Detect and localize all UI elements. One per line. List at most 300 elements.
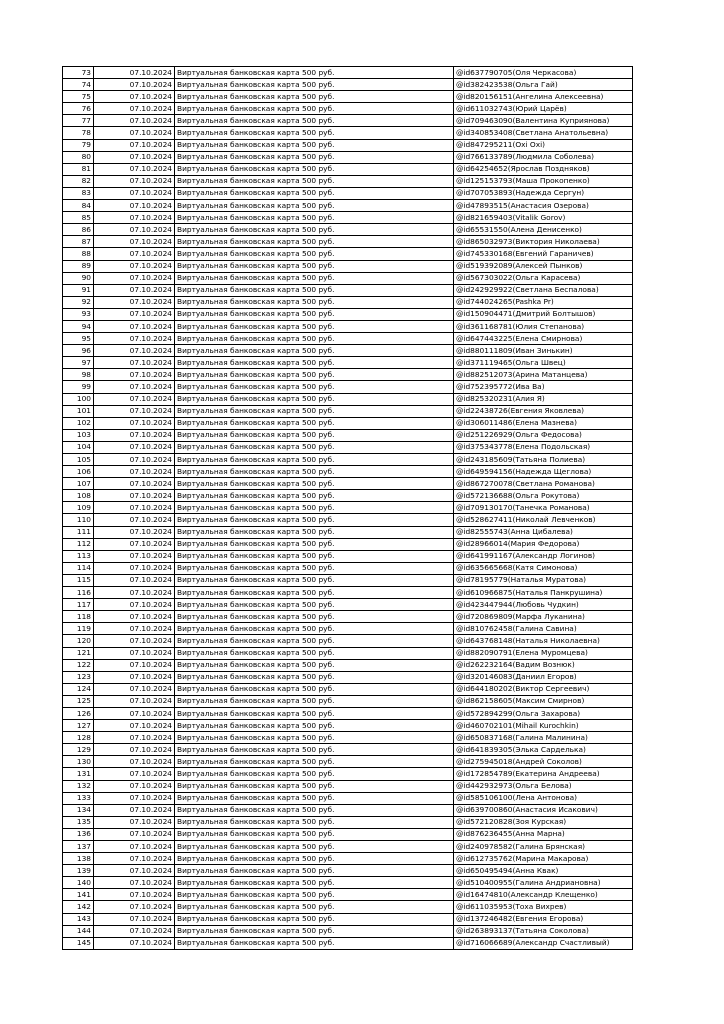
prize-cell: Виртуальная банковская карта 500 руб. [175, 393, 454, 405]
table-row [63, 393, 633, 405]
table-row [63, 139, 633, 151]
user-cell: @id528627411(Николай Левченков) [454, 514, 633, 526]
row-number-cell: 117 [63, 599, 94, 611]
table-row [63, 768, 633, 780]
prize-cell: Виртуальная банковская карта 500 руб. [175, 272, 454, 284]
user-cell: @id519392089(Алексей Пынков) [454, 260, 633, 272]
user-cell: @id641839305(Элька Сарделька) [454, 744, 633, 756]
prize-cell: Виртуальная банковская карта 500 руб. [175, 175, 454, 187]
table-row [63, 913, 633, 925]
user-cell: @id709130170(Танечка Романова) [454, 502, 633, 514]
table-row [63, 526, 633, 538]
table-row [63, 127, 633, 139]
user-cell: @id612735762(Марина Макарова) [454, 853, 633, 865]
row-number-cell: 140 [63, 877, 94, 889]
table-row [63, 248, 633, 260]
date-cell: 07.10.2024 [94, 296, 175, 308]
row-number-cell: 105 [63, 454, 94, 466]
date-cell: 07.10.2024 [94, 828, 175, 840]
table-row [63, 175, 633, 187]
prize-cell: Виртуальная банковская карта 500 руб. [175, 490, 454, 502]
date-cell: 07.10.2024 [94, 599, 175, 611]
date-cell: 07.10.2024 [94, 671, 175, 683]
date-cell: 07.10.2024 [94, 913, 175, 925]
date-cell: 07.10.2024 [94, 200, 175, 212]
prize-cell: Виртуальная банковская карта 500 руб. [175, 732, 454, 744]
table-row [63, 707, 633, 719]
row-number-cell: 126 [63, 707, 94, 719]
date-cell: 07.10.2024 [94, 623, 175, 635]
date-cell: 07.10.2024 [94, 357, 175, 369]
user-cell: @id820156151(Ангелина Алексеевна) [454, 91, 633, 103]
user-cell: @id745330168(Евгений Гараничев) [454, 248, 633, 260]
user-cell: @id810762458(Галина Савина) [454, 623, 633, 635]
table-row [63, 695, 633, 707]
table-row [63, 877, 633, 889]
date-cell: 07.10.2024 [94, 792, 175, 804]
table-row [63, 599, 633, 611]
user-cell: @id137246482(Евгения Егорова) [454, 913, 633, 925]
row-number-cell: 86 [63, 224, 94, 236]
table-row [63, 611, 633, 623]
row-number-cell: 76 [63, 103, 94, 115]
user-cell: @id442932973(Ольга Белова) [454, 780, 633, 792]
row-number-cell: 89 [63, 260, 94, 272]
prize-cell: Виртуальная банковская карта 500 руб. [175, 816, 454, 828]
prize-cell: Виртуальная банковская карта 500 руб. [175, 369, 454, 381]
table-row [63, 671, 633, 683]
table-row [63, 345, 633, 357]
user-cell: @id882512073(Арина Матанцева) [454, 369, 633, 381]
prize-cell: Виртуальная банковская карта 500 руб. [175, 792, 454, 804]
user-cell: @id172854789(Екатерина Андреева) [454, 768, 633, 780]
table-row [63, 683, 633, 695]
row-number-cell: 81 [63, 163, 94, 175]
date-cell: 07.10.2024 [94, 454, 175, 466]
user-cell: @id263893137(Татьяна Соколова) [454, 925, 633, 937]
date-cell: 07.10.2024 [94, 937, 175, 949]
prize-cell: Виртуальная банковская карта 500 руб. [175, 550, 454, 562]
prize-cell: Виртуальная банковская карта 500 руб. [175, 466, 454, 478]
date-cell: 07.10.2024 [94, 466, 175, 478]
table-row [63, 369, 633, 381]
prize-cell: Виртуальная банковская карта 500 руб. [175, 308, 454, 320]
row-number-cell: 116 [63, 587, 94, 599]
row-number-cell: 91 [63, 284, 94, 296]
table-row [63, 441, 633, 453]
table-row [63, 901, 633, 913]
date-cell: 07.10.2024 [94, 538, 175, 550]
table-row [63, 67, 633, 79]
prize-cell: Виртуальная банковская карта 500 руб. [175, 79, 454, 91]
user-cell: @id242929922(Светлана Беспалова) [454, 284, 633, 296]
row-number-cell: 123 [63, 671, 94, 683]
date-cell: 07.10.2024 [94, 308, 175, 320]
prize-cell: Виртуальная банковская карта 500 руб. [175, 502, 454, 514]
row-number-cell: 90 [63, 272, 94, 284]
table-row [63, 91, 633, 103]
row-number-cell: 135 [63, 816, 94, 828]
user-cell: @id867270078(Светлана Романова) [454, 478, 633, 490]
prize-cell: Виртуальная банковская карта 500 руб. [175, 865, 454, 877]
prize-cell: Виртуальная банковская карта 500 руб. [175, 67, 454, 79]
row-number-cell: 100 [63, 393, 94, 405]
table-row [63, 550, 633, 562]
table-row [63, 163, 633, 175]
user-cell: @id510400955(Галина Андриановна) [454, 877, 633, 889]
row-number-cell: 92 [63, 296, 94, 308]
date-cell: 07.10.2024 [94, 91, 175, 103]
date-cell: 07.10.2024 [94, 441, 175, 453]
date-cell: 07.10.2024 [94, 381, 175, 393]
user-cell: @id707053893(Надежда Сергун) [454, 187, 633, 199]
date-cell: 07.10.2024 [94, 683, 175, 695]
date-cell: 07.10.2024 [94, 224, 175, 236]
prize-cell: Виртуальная банковская карта 500 руб. [175, 538, 454, 550]
table-row [63, 490, 633, 502]
row-number-cell: 80 [63, 151, 94, 163]
prize-cell: Виртуальная банковская карта 500 руб. [175, 720, 454, 732]
table-row [63, 320, 633, 332]
row-number-cell: 115 [63, 574, 94, 586]
prize-cell: Виртуальная банковская карта 500 руб. [175, 284, 454, 296]
date-cell: 07.10.2024 [94, 393, 175, 405]
user-cell: @id423447944(Любовь Чудкин) [454, 599, 633, 611]
prize-cell: Виртуальная банковская карта 500 руб. [175, 91, 454, 103]
date-cell: 07.10.2024 [94, 720, 175, 732]
prize-cell: Виртуальная банковская карта 500 руб. [175, 163, 454, 175]
table-row [63, 925, 633, 937]
table-row [63, 333, 633, 345]
row-number-cell: 113 [63, 550, 94, 562]
row-number-cell: 104 [63, 441, 94, 453]
user-cell: @id876236455(Анна Марна) [454, 828, 633, 840]
date-cell: 07.10.2024 [94, 490, 175, 502]
user-cell: @id882090791(Елена Муромцева) [454, 647, 633, 659]
prize-cell: Виртуальная банковская карта 500 руб. [175, 841, 454, 853]
user-cell: @id865032973(Виктория Николаева) [454, 236, 633, 248]
prize-cell: Виртуальная банковская карта 500 руб. [175, 333, 454, 345]
prize-cell: Виртуальная банковская карта 500 руб. [175, 901, 454, 913]
user-cell: @id611032743(Юрий Царёв) [454, 103, 633, 115]
table-row [63, 115, 633, 127]
table-row [63, 212, 633, 224]
table-body [63, 67, 633, 950]
row-number-cell: 143 [63, 913, 94, 925]
row-number-cell: 102 [63, 417, 94, 429]
user-cell: @id752395772(Ива Ва) [454, 381, 633, 393]
row-number-cell: 133 [63, 792, 94, 804]
row-number-cell: 114 [63, 562, 94, 574]
date-cell: 07.10.2024 [94, 127, 175, 139]
user-cell: @id650837168(Галина Малинина) [454, 732, 633, 744]
date-cell: 07.10.2024 [94, 574, 175, 586]
prize-cell: Виртуальная банковская карта 500 руб. [175, 937, 454, 949]
date-cell: 07.10.2024 [94, 707, 175, 719]
row-number-cell: 73 [63, 67, 94, 79]
date-cell: 07.10.2024 [94, 514, 175, 526]
user-cell: @id585106100(Лена Антонова) [454, 792, 633, 804]
date-cell: 07.10.2024 [94, 732, 175, 744]
row-number-cell: 121 [63, 647, 94, 659]
row-number-cell: 144 [63, 925, 94, 937]
user-cell: @id611035953(Тоха Вихрев) [454, 901, 633, 913]
prize-cell: Виртуальная банковская карта 500 руб. [175, 115, 454, 127]
prize-cell: Виртуальная банковская карта 500 руб. [175, 514, 454, 526]
prize-cell: Виртуальная банковская карта 500 руб. [175, 405, 454, 417]
user-cell: @id125153793(Маша Прокопенко) [454, 175, 633, 187]
row-number-cell: 107 [63, 478, 94, 490]
date-cell: 07.10.2024 [94, 103, 175, 115]
user-cell: @id649594156(Надежда Щеглова) [454, 466, 633, 478]
user-cell: @id744024265(Pashka Pr) [454, 296, 633, 308]
table-row [63, 236, 633, 248]
date-cell: 07.10.2024 [94, 659, 175, 671]
table-row [63, 514, 633, 526]
date-cell: 07.10.2024 [94, 865, 175, 877]
prize-cell: Виртуальная банковская карта 500 руб. [175, 768, 454, 780]
prize-cell: Виртуальная банковская карта 500 руб. [175, 853, 454, 865]
user-cell: @id821659403(Vitalik Gorov) [454, 212, 633, 224]
user-cell: @id647443225(Елена Смирнова) [454, 333, 633, 345]
table-row [63, 502, 633, 514]
prize-cell: Виртуальная банковская карта 500 руб. [175, 248, 454, 260]
prize-cell: Виртуальная банковская карта 500 руб. [175, 635, 454, 647]
prize-cell: Виртуальная банковская карта 500 руб. [175, 441, 454, 453]
row-number-cell: 124 [63, 683, 94, 695]
row-number-cell: 84 [63, 200, 94, 212]
user-cell: @id262232164(Вадим Вознюк) [454, 659, 633, 671]
prize-cell: Виртуальная банковская карта 500 руб. [175, 526, 454, 538]
table-row [63, 828, 633, 840]
table-row [63, 200, 633, 212]
prize-cell: Виртуальная банковская карта 500 руб. [175, 236, 454, 248]
row-number-cell: 139 [63, 865, 94, 877]
prize-cell: Виртуальная банковская карта 500 руб. [175, 804, 454, 816]
prize-cell: Виртуальная банковская карта 500 руб. [175, 659, 454, 671]
prize-cell: Виртуальная банковская карта 500 руб. [175, 187, 454, 199]
row-number-cell: 122 [63, 659, 94, 671]
row-number-cell: 112 [63, 538, 94, 550]
prize-cell: Виртуальная банковская карта 500 руб. [175, 913, 454, 925]
user-cell: @id637790705(Оля Черкасова) [454, 67, 633, 79]
table-row [63, 804, 633, 816]
date-cell: 07.10.2024 [94, 502, 175, 514]
date-cell: 07.10.2024 [94, 768, 175, 780]
prize-cell: Виртуальная банковская карта 500 руб. [175, 139, 454, 151]
table-row [63, 272, 633, 284]
row-number-cell: 130 [63, 756, 94, 768]
row-number-cell: 87 [63, 236, 94, 248]
prize-cell: Виртуальная банковская карта 500 руб. [175, 103, 454, 115]
table-row [63, 466, 633, 478]
user-cell: @id243185609(Татьяна Полиева) [454, 454, 633, 466]
date-cell: 07.10.2024 [94, 841, 175, 853]
user-cell: @id150904471(Дмитрий Болтышов) [454, 308, 633, 320]
row-number-cell: 95 [63, 333, 94, 345]
date-cell: 07.10.2024 [94, 562, 175, 574]
table-row [63, 841, 633, 853]
date-cell: 07.10.2024 [94, 478, 175, 490]
date-cell: 07.10.2024 [94, 877, 175, 889]
date-cell: 07.10.2024 [94, 635, 175, 647]
date-cell: 07.10.2024 [94, 163, 175, 175]
user-cell: @id716066689(Александр Счастливый) [454, 937, 633, 949]
prize-cell: Виртуальная банковская карта 500 руб. [175, 478, 454, 490]
row-number-cell: 93 [63, 308, 94, 320]
date-cell: 07.10.2024 [94, 853, 175, 865]
prize-cell: Виртуальная банковская карта 500 руб. [175, 695, 454, 707]
table-row [63, 429, 633, 441]
date-cell: 07.10.2024 [94, 695, 175, 707]
prize-cell: Виртуальная банковская карта 500 руб. [175, 562, 454, 574]
user-cell: @id610966875(Наталья Панкрушина) [454, 587, 633, 599]
table-row [63, 417, 633, 429]
user-cell: @id28966014(Мария Федорова) [454, 538, 633, 550]
table-row [63, 224, 633, 236]
table-row [63, 816, 633, 828]
row-number-cell: 82 [63, 175, 94, 187]
date-cell: 07.10.2024 [94, 151, 175, 163]
row-number-cell: 103 [63, 429, 94, 441]
prize-cell: Виртуальная банковская карта 500 руб. [175, 707, 454, 719]
user-cell: @id460702101(Mihail Kurochkin) [454, 720, 633, 732]
date-cell: 07.10.2024 [94, 345, 175, 357]
prize-cell: Виртуальная банковская карта 500 руб. [175, 599, 454, 611]
table-row [63, 151, 633, 163]
user-cell: @id643768148(Наталья Николаевна) [454, 635, 633, 647]
date-cell: 07.10.2024 [94, 889, 175, 901]
user-cell: @id340853408(Светлана Анатольевна) [454, 127, 633, 139]
user-cell: @id22438726(Евгения Яковлева) [454, 405, 633, 417]
date-cell: 07.10.2024 [94, 417, 175, 429]
row-number-cell: 134 [63, 804, 94, 816]
user-cell: @id47893515(Анастасия Озерова) [454, 200, 633, 212]
user-cell: @id720869809(Марфа Луканина) [454, 611, 633, 623]
row-number-cell: 132 [63, 780, 94, 792]
prize-cell: Виртуальная банковская карта 500 руб. [175, 224, 454, 236]
date-cell: 07.10.2024 [94, 115, 175, 127]
prize-cell: Виртуальная банковская карта 500 руб. [175, 381, 454, 393]
date-cell: 07.10.2024 [94, 587, 175, 599]
user-cell: @id371119465(Ольга Швец) [454, 357, 633, 369]
date-cell: 07.10.2024 [94, 260, 175, 272]
prize-cell: Виртуальная банковская карта 500 руб. [175, 212, 454, 224]
date-cell: 07.10.2024 [94, 744, 175, 756]
prize-cell: Виртуальная банковская карта 500 руб. [175, 454, 454, 466]
row-number-cell: 88 [63, 248, 94, 260]
user-cell: @id275945018(Андрей Соколов) [454, 756, 633, 768]
row-number-cell: 108 [63, 490, 94, 502]
user-cell: @id65531550(Алена Денисенко) [454, 224, 633, 236]
date-cell: 07.10.2024 [94, 79, 175, 91]
user-cell: @id251226929(Ольга Федосова) [454, 429, 633, 441]
table-row [63, 284, 633, 296]
row-number-cell: 131 [63, 768, 94, 780]
user-cell: @id382423538(Ольга Гай) [454, 79, 633, 91]
date-cell: 07.10.2024 [94, 804, 175, 816]
date-cell: 07.10.2024 [94, 320, 175, 332]
date-cell: 07.10.2024 [94, 236, 175, 248]
user-cell: @id572894299(Ольга Захарова) [454, 707, 633, 719]
user-cell: @id644180202(Виктор Сергеевич) [454, 683, 633, 695]
row-number-cell: 97 [63, 357, 94, 369]
prize-cell: Виртуальная банковская карта 500 руб. [175, 429, 454, 441]
prize-cell: Виртуальная банковская карта 500 руб. [175, 877, 454, 889]
user-cell: @id862158605(Максим Смирнов) [454, 695, 633, 707]
table-row [63, 720, 633, 732]
row-number-cell: 118 [63, 611, 94, 623]
prize-cell: Виртуальная банковская карта 500 руб. [175, 200, 454, 212]
table-row [63, 187, 633, 199]
date-cell: 07.10.2024 [94, 611, 175, 623]
date-cell: 07.10.2024 [94, 369, 175, 381]
prize-cell: Виртуальная банковская карта 500 руб. [175, 345, 454, 357]
date-cell: 07.10.2024 [94, 647, 175, 659]
table-row [63, 296, 633, 308]
row-number-cell: 96 [63, 345, 94, 357]
row-number-cell: 85 [63, 212, 94, 224]
prize-cell: Виртуальная банковская карта 500 руб. [175, 127, 454, 139]
row-number-cell: 111 [63, 526, 94, 538]
date-cell: 07.10.2024 [94, 67, 175, 79]
table-row [63, 792, 633, 804]
row-number-cell: 99 [63, 381, 94, 393]
table-row [63, 744, 633, 756]
date-cell: 07.10.2024 [94, 272, 175, 284]
date-cell: 07.10.2024 [94, 212, 175, 224]
row-number-cell: 110 [63, 514, 94, 526]
user-cell: @id641991167(Александр Логинов) [454, 550, 633, 562]
row-number-cell: 127 [63, 720, 94, 732]
table-row [63, 587, 633, 599]
table-row [63, 454, 633, 466]
row-number-cell: 98 [63, 369, 94, 381]
row-number-cell: 83 [63, 187, 94, 199]
user-cell: @id825320231(Алия Я) [454, 393, 633, 405]
prize-cell: Виртуальная банковская карта 500 руб. [175, 357, 454, 369]
date-cell: 07.10.2024 [94, 187, 175, 199]
date-cell: 07.10.2024 [94, 175, 175, 187]
table-row [63, 405, 633, 417]
row-number-cell: 145 [63, 937, 94, 949]
date-cell: 07.10.2024 [94, 526, 175, 538]
user-cell: @id78195779(Наталья Муратова) [454, 574, 633, 586]
table-row [63, 780, 633, 792]
date-cell: 07.10.2024 [94, 816, 175, 828]
table-row [63, 865, 633, 877]
date-cell: 07.10.2024 [94, 139, 175, 151]
user-cell: @id650495494(Анна Квак) [454, 865, 633, 877]
user-cell: @id572136688(Ольга Рокутова) [454, 490, 633, 502]
date-cell: 07.10.2024 [94, 333, 175, 345]
row-number-cell: 137 [63, 841, 94, 853]
row-number-cell: 120 [63, 635, 94, 647]
row-number-cell: 74 [63, 79, 94, 91]
table-row [63, 79, 633, 91]
prize-cell: Виртуальная банковская карта 500 руб. [175, 151, 454, 163]
table-row [63, 659, 633, 671]
prize-cell: Виртуальная банковская карта 500 руб. [175, 889, 454, 901]
prize-cell: Виртуальная банковская карта 500 руб. [175, 574, 454, 586]
date-cell: 07.10.2024 [94, 756, 175, 768]
row-number-cell: 101 [63, 405, 94, 417]
table-row [63, 562, 633, 574]
row-number-cell: 128 [63, 732, 94, 744]
table-row [63, 308, 633, 320]
table-row [63, 937, 633, 949]
row-number-cell: 136 [63, 828, 94, 840]
